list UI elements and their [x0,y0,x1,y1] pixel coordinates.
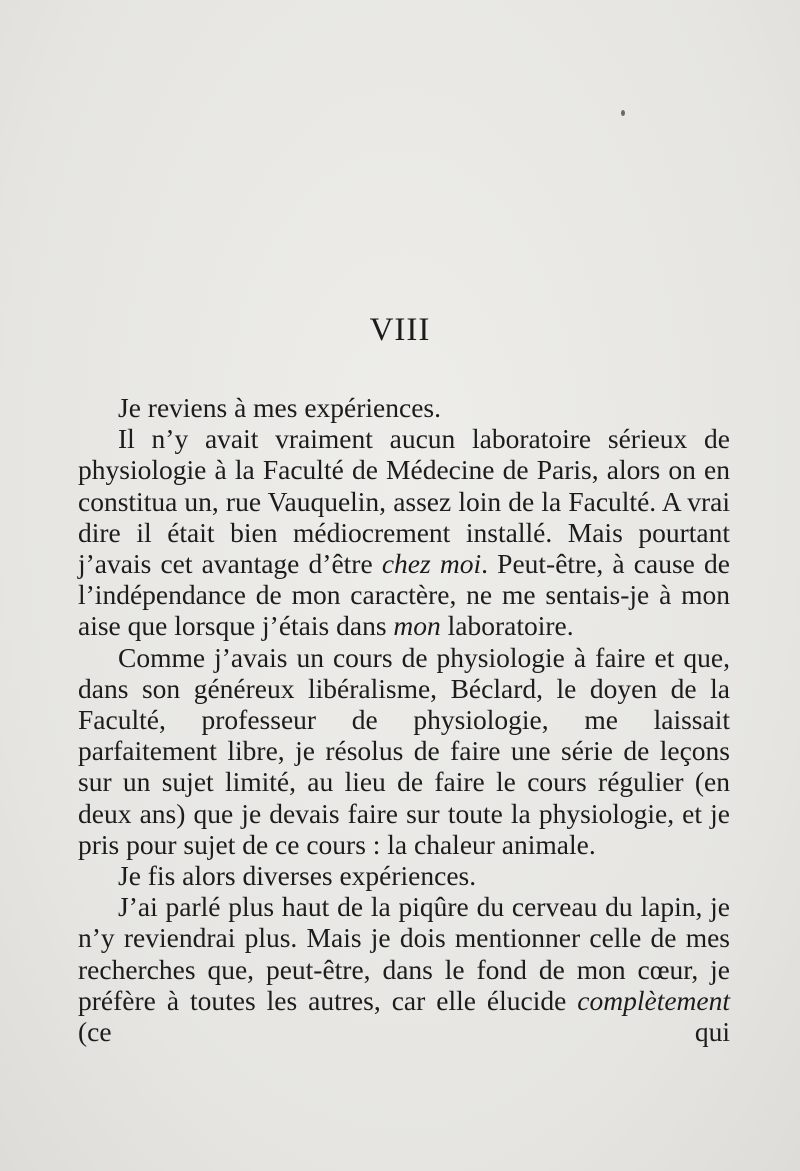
emphasis-mon: mon [393,610,441,642]
ink-speck [621,110,625,116]
emphasis-completement: complètement [577,984,730,1016]
paragraph-2-text-end: laboratoire. [440,610,574,642]
paragraph-5-text-end: (ce qui [78,1016,730,1048]
chapter-heading: VIII [369,312,431,348]
paragraph-2 [78,423,730,641]
paragraph-4: Je fis alors diverses expériences. [118,860,477,892]
paragraph-1: Je reviens à mes expériences. [118,392,441,423]
paragraph-3: Comme j’avais un cours de physiologie à faire et que, dans son généreux libéralisme, Béclard, le doyen de la Faculté, professeur de physiologie, me laissait parfaitement libre, je résolus de faire une série de leçons sur un sujet limité, au lieu de faire le cours régulier (en deux ans) que je devais faire sur toute la physiologie, et je pris pour sujet de ce cours : la chaleur animale. [78,641,730,860]
paragraph-5-text: J’ai parlé plus haut de la piqûre du cerveau du lapin, je n’y reviendrai plus. Mais je dois mentionner celle de mes recherches que, peut-être, dans le fond de mon cœur, je préfère à toutes les autres, car elle élucide [78,891,730,1016]
paragraph-5 [78,891,730,1047]
body-text [78,392,730,1047]
paragraph-2-text: Il n’y avait vraiment aucun laboratoire sérieux de physiologie à la Faculté de Médecine de Paris, alors on en constitua un, rue Vauquelin, assez loin de la Faculté. A vrai dire il était bien médiocrement installé. Mais pourtant j’avais cet avantage d’être [78,423,730,580]
paragraph-2-text-cont: . Peut-être, à cause de l’indépendance de mon caractère, ne me sentais-je à mon aise que lorsque j’étais dans [78,548,730,642]
emphasis-chez-moi: chez moi [381,548,482,580]
